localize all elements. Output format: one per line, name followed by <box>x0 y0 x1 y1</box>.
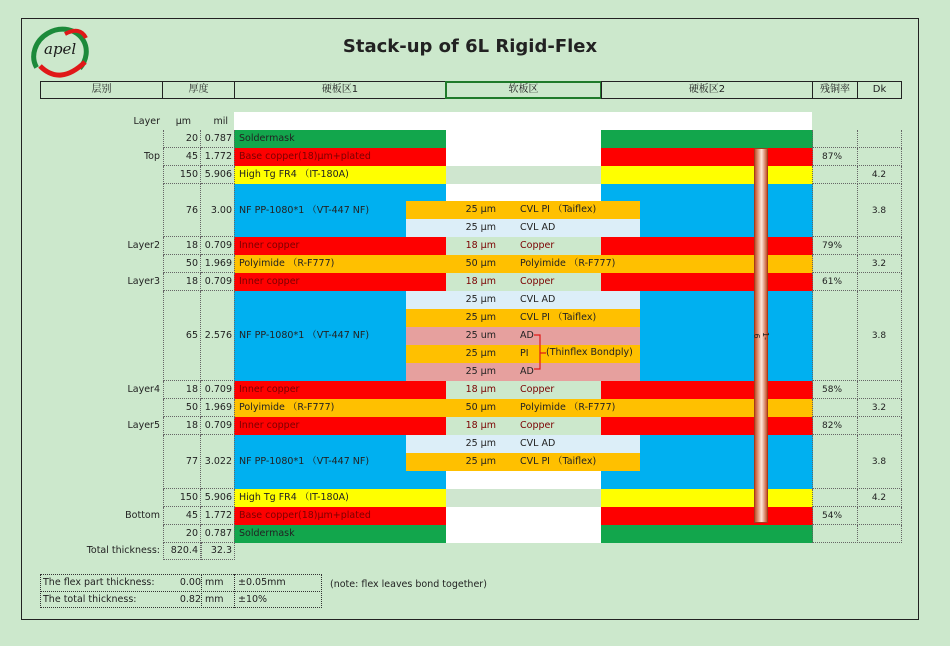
dk-cell <box>857 148 902 166</box>
flex-material: Copper <box>520 240 555 251</box>
header-rigid1: 硬板区1 <box>234 81 446 99</box>
note-flex-value: 0.00 <box>179 577 201 588</box>
rigid2-band <box>601 525 813 543</box>
flex-layer <box>410 363 640 381</box>
flex-gap <box>446 489 601 507</box>
flex-material: AD <box>520 330 534 341</box>
top-white-band <box>234 112 812 131</box>
layer-name: Layer5 <box>127 420 160 431</box>
bondply-bracket <box>532 331 546 373</box>
note-flex-label: The flex part thickness: <box>43 577 155 588</box>
via-1-6 <box>754 148 768 523</box>
flex-material: PI <box>520 348 529 359</box>
flex-material: CVL AD <box>520 294 556 305</box>
flex-material: CVL PI （Taiflex) <box>520 312 597 323</box>
material-label: Polyimide （R-F777) <box>239 258 335 269</box>
dk-cell <box>857 525 902 543</box>
residual-cell <box>812 489 858 507</box>
flex-thickness: 18 μm <box>465 384 496 395</box>
flex-material: CVL AD <box>520 438 556 449</box>
residual-cell <box>812 166 858 184</box>
dk-cell <box>857 130 902 148</box>
thickness-mil: 0.787 <box>201 130 235 148</box>
header-residual: 残铜率 <box>812 81 858 99</box>
flex-layer <box>410 201 640 219</box>
residual-value: 58% <box>822 385 843 395</box>
flex-gap <box>446 471 601 489</box>
residual-value: 54% <box>822 511 843 521</box>
thickness-um: 50 <box>163 399 201 417</box>
dk-value: 4.2 <box>871 493 887 503</box>
notes-divider <box>40 591 322 592</box>
thickness-mil: 5.906 <box>201 489 235 507</box>
thickness-um: 50 <box>163 255 201 273</box>
thickness-um: 20 <box>163 130 201 148</box>
thickness-um: 18 <box>163 237 201 255</box>
note-total-value: 0.82 <box>179 594 201 605</box>
thickness-mil: 1.772 <box>201 507 235 525</box>
material-label: Polyimide （R-F777) <box>239 402 335 413</box>
thickness-mil: 0.709 <box>201 381 235 399</box>
note-flex-unit: mm <box>205 577 224 588</box>
thickness-mil: 3.022 <box>201 435 235 489</box>
flex-material: Polyimide （R-F777) <box>520 258 616 269</box>
note-total-unit: mm <box>205 594 224 605</box>
flex-layer <box>410 399 640 417</box>
dk-value: 4.2 <box>871 170 887 180</box>
flex-thickness: 25 um <box>465 330 496 341</box>
rigid2-band <box>601 507 813 525</box>
flex-thickness: 50 μm <box>465 402 496 413</box>
residual-cell <box>812 184 858 237</box>
flex-layer <box>410 309 640 327</box>
material-label: Inner copper <box>239 276 300 287</box>
residual-cell <box>812 130 858 148</box>
material-label: Base copper(18)μm+plated <box>239 510 371 521</box>
residual-cell <box>812 525 858 543</box>
total-mil: 32.3 <box>201 542 235 560</box>
rigid2-band <box>601 148 813 166</box>
material-label: Inner copper <box>239 420 300 431</box>
flex-layer <box>410 237 640 255</box>
rigid2-band <box>601 130 813 148</box>
flex-thickness: 25 μm <box>465 222 496 233</box>
material-label: Base copper(18)μm+plated <box>239 151 371 162</box>
flex-material: Copper <box>520 276 555 287</box>
thickness-um: 77 <box>163 435 201 489</box>
flex-thickness: 25 μm <box>465 348 496 359</box>
flex-gap <box>446 166 601 184</box>
thickness-um: 45 <box>163 148 201 166</box>
flex-material: Copper <box>520 420 555 431</box>
material-label: NF PP-1080*1 （VT-447 NF) <box>239 205 370 216</box>
header-layer: 层别 <box>40 81 163 99</box>
notes-vline-1 <box>201 574 202 608</box>
header-rigid2: 硬板区2 <box>601 81 813 99</box>
header-flex[interactable]: 软板区 <box>445 81 602 99</box>
material-label: NF PP-1080*1 （VT-447 NF) <box>239 456 370 467</box>
flex-layer <box>410 219 640 237</box>
thickness-mil: 5.906 <box>201 166 235 184</box>
layer-name: Top <box>143 151 160 162</box>
residual-value: 61% <box>822 277 843 287</box>
thickness-um: 18 <box>163 417 201 435</box>
header-dk: Dk <box>857 81 902 99</box>
flex-gap <box>446 525 601 543</box>
material-label: Soldermask <box>239 133 295 144</box>
flex-layer <box>410 435 640 453</box>
thickness-mil: 0.787 <box>201 525 235 543</box>
material-label: High Tg FR4 （IT-180A) <box>239 169 349 180</box>
dk-cell <box>857 507 902 525</box>
thickness-mil: 2.576 <box>201 291 235 381</box>
dk-value: 3.2 <box>871 403 887 413</box>
layer-name: Bottom <box>125 510 160 521</box>
page-title: Stack-up of 6L Rigid-Flex <box>342 36 598 57</box>
residual-cell <box>812 291 858 381</box>
thickness-mil: 1.772 <box>201 148 235 166</box>
units-layer: Layer <box>133 116 160 127</box>
note-flex-tolerance: ±0.05mm <box>238 577 286 588</box>
thickness-mil: 0.709 <box>201 417 235 435</box>
flex-material: CVL PI （Taiflex) <box>520 204 597 215</box>
flex-layer <box>410 291 640 309</box>
residual-cell <box>812 255 858 273</box>
thickness-mil: 1.969 <box>201 399 235 417</box>
rigid2-band <box>601 166 813 184</box>
thickness-um: 18 <box>163 381 201 399</box>
flex-gap <box>446 148 601 166</box>
flex-thickness: 25 μm <box>465 204 496 215</box>
thickness-mil: 1.969 <box>201 255 235 273</box>
thickness-um: 45 <box>163 507 201 525</box>
flex-gap <box>446 507 601 525</box>
dk-cell <box>857 417 902 435</box>
residual-cell <box>812 435 858 489</box>
flex-gap <box>446 130 601 148</box>
dk-value: 3.2 <box>871 259 887 269</box>
bondply-label: (Thinflex Bondply) <box>546 347 633 358</box>
note-total-label: The total thickness: <box>43 594 137 605</box>
flex-thickness: 18 μm <box>465 276 496 287</box>
residual-cell <box>812 399 858 417</box>
flex-thickness: 25 μm <box>465 294 496 305</box>
via-label: 1-6 <box>752 332 770 340</box>
thickness-um: 150 <box>163 166 201 184</box>
thickness-um: 65 <box>163 291 201 381</box>
flex-layer <box>410 417 640 435</box>
dk-value: 3.8 <box>871 331 887 341</box>
flex-thickness: 50 μm <box>465 258 496 269</box>
dk-value: 3.8 <box>871 457 887 467</box>
layer-name: Layer4 <box>127 384 160 395</box>
dk-cell <box>857 237 902 255</box>
flex-material: CVL PI （Taiflex) <box>520 456 597 467</box>
flex-thickness: 25 μm <box>465 366 496 377</box>
dk-value: 3.8 <box>871 205 887 216</box>
units-um: μm <box>175 116 191 127</box>
dk-cell <box>857 381 902 399</box>
thickness-um: 150 <box>163 489 201 507</box>
logo-text: apel <box>44 40 77 58</box>
dk-cell <box>857 273 902 291</box>
thickness-mil: 0.709 <box>201 237 235 255</box>
header-thickness: 厚度 <box>162 81 235 99</box>
thickness-um: 18 <box>163 273 201 291</box>
layer-name: Layer3 <box>127 276 160 287</box>
flex-layer <box>410 327 640 345</box>
thickness-mil: 0.709 <box>201 273 235 291</box>
total-label: Total thickness: <box>86 545 160 556</box>
flex-layer <box>410 453 640 471</box>
flex-thickness: 18 μm <box>465 240 496 251</box>
flex-gap <box>446 184 601 201</box>
note-remark: (note: flex leaves bond together) <box>330 579 487 590</box>
flex-material: AD <box>520 366 534 377</box>
material-label: NF PP-1080*1 （VT-447 NF) <box>239 330 370 341</box>
flex-material: Polyimide （R-F777) <box>520 402 616 413</box>
flex-material: Copper <box>520 384 555 395</box>
flex-thickness: 25 μm <box>465 438 496 449</box>
flex-thickness: 25 μm <box>465 312 496 323</box>
thickness-um: 76 <box>163 184 201 237</box>
thickness-um: 20 <box>163 525 201 543</box>
notes-vline-2 <box>234 574 235 608</box>
material-label: Soldermask <box>239 528 295 539</box>
residual-value: 82% <box>822 421 843 431</box>
material-label: Inner copper <box>239 240 300 251</box>
flex-material: CVL AD <box>520 222 556 233</box>
flex-layer <box>410 255 640 273</box>
material-label: Inner copper <box>239 384 300 395</box>
layer-name: Layer2 <box>127 240 160 251</box>
note-total-tolerance: ±10% <box>238 594 268 605</box>
units-mil: mil <box>213 116 228 127</box>
residual-value: 87% <box>822 152 843 162</box>
material-label: High Tg FR4 （IT-180A) <box>239 492 349 503</box>
flex-layer <box>410 381 640 399</box>
flex-thickness: 18 μm <box>465 420 496 431</box>
flex-thickness: 25 μm <box>465 456 496 467</box>
residual-value: 79% <box>822 241 843 251</box>
rigid2-band <box>601 489 813 507</box>
total-um: 820.4 <box>163 542 201 560</box>
flex-layer <box>410 273 640 291</box>
thickness-mil: 3.00 <box>201 184 235 237</box>
